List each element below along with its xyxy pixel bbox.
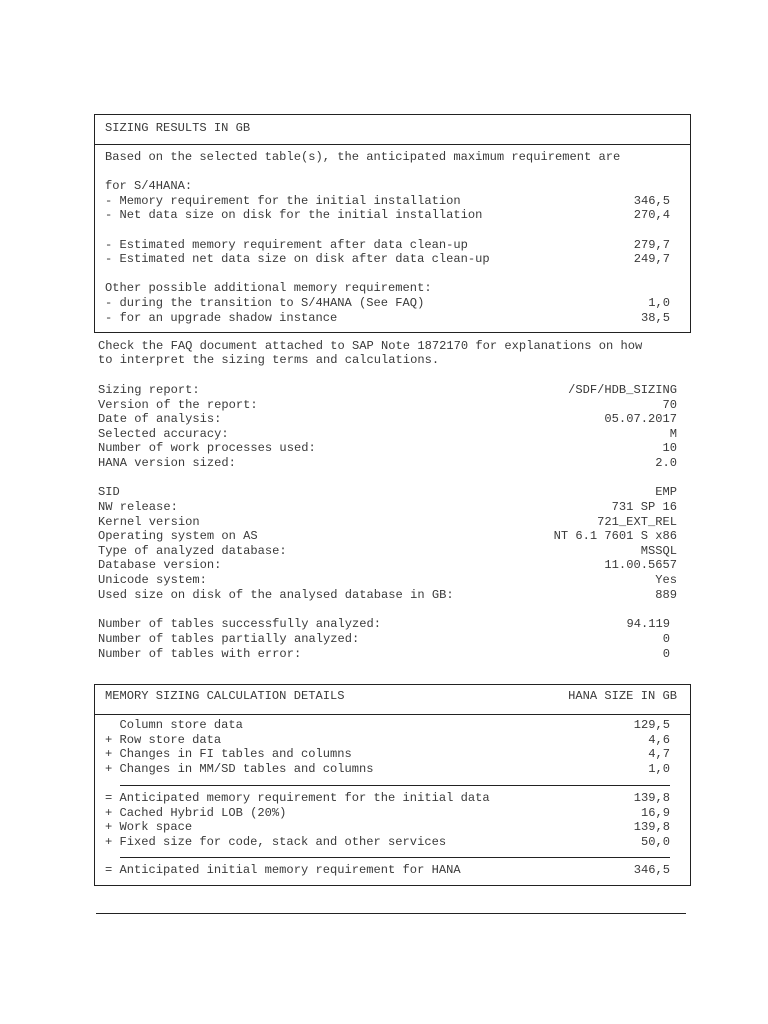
system-info-label: Type of analyzed database: xyxy=(98,544,287,558)
memory-total-label: = Anticipated initial memory requirement for HANA xyxy=(105,863,461,877)
table-count-label: Number of tables successfully analyzed: xyxy=(98,617,382,631)
system-info-label: Unicode system: xyxy=(98,573,207,587)
table-count-value: 0 xyxy=(662,632,670,646)
sizing-row-label: - for an upgrade shadow instance xyxy=(105,311,338,325)
system-info-label: NW release: xyxy=(98,500,178,514)
memory-row-label: + Row store data xyxy=(105,733,222,747)
report-info-label: Number of work processes used: xyxy=(98,441,316,455)
sizing-row-label: - Net data size on disk for the initial installation xyxy=(105,208,483,222)
system-info-value: 721_EXT_REL xyxy=(597,515,677,529)
report-info-value: 10 xyxy=(662,441,677,455)
system-info-value: Yes xyxy=(655,573,677,587)
other-requirement-label: Other possible additional memory requirement: xyxy=(105,281,432,295)
report-info-label: Sizing report: xyxy=(98,383,200,397)
system-info-value: 889 xyxy=(655,588,677,602)
memory-row-label: + Changes in MM/SD tables and columns xyxy=(105,762,374,776)
report-info-value: 2.0 xyxy=(655,456,677,470)
report-info-label: Version of the report: xyxy=(98,398,258,412)
table-count-value: 0 xyxy=(662,647,670,661)
memory-row-value: 4,7 xyxy=(648,747,670,761)
table-count-label: Number of tables partially analyzed: xyxy=(98,632,360,646)
sizing-row-value: 249,7 xyxy=(633,252,670,266)
for-s4hana-label: for S/4HANA: xyxy=(105,179,193,193)
sizing-row-value: 279,7 xyxy=(633,238,670,252)
sizing-intro: Based on the selected table(s), the anticipated maximum requirement are xyxy=(105,150,621,164)
total-divider xyxy=(120,857,670,858)
system-info-value: MSSQL xyxy=(640,544,677,558)
memory-row-label: Column store data xyxy=(105,718,243,732)
sizing-row-label: - Memory requirement for the initial installation xyxy=(105,194,461,208)
memory-row-value: 129,5 xyxy=(633,718,670,732)
system-info-label: SID xyxy=(98,485,120,499)
system-info-label: Kernel version xyxy=(98,515,200,529)
report-info-label: Selected accuracy: xyxy=(98,427,229,441)
subtotal-divider xyxy=(120,785,670,786)
table-count-value: 94.119 xyxy=(626,617,670,631)
system-info-value: EMP xyxy=(655,485,677,499)
report-info-value: 05.07.2017 xyxy=(604,412,677,426)
memory-sizing-title: MEMORY SIZING CALCULATION DETAILS xyxy=(105,689,345,703)
memory-row-label: = Anticipated memory requirement for the initial data xyxy=(105,791,490,805)
page-footer-rule xyxy=(96,913,686,914)
sizing-row-value: 38,5 xyxy=(640,311,670,325)
report-info-label: Date of analysis: xyxy=(98,412,222,426)
sizing-row-value: 270,4 xyxy=(633,208,670,222)
memory-row-label: + Changes in FI tables and columns xyxy=(105,747,352,761)
sizing-row-label: - Estimated memory requirement after data clean-up xyxy=(105,238,468,252)
memory-sizing-title-right: HANA SIZE IN GB xyxy=(568,689,677,703)
faq-note-line: Check the FAQ document attached to SAP Note 1872170 for explanations on how xyxy=(98,339,643,353)
sizing-row-value: 1,0 xyxy=(648,296,670,310)
report-info-label: HANA version sized: xyxy=(98,456,236,470)
system-info-label: Operating system on AS xyxy=(98,529,258,543)
sizing-results-title: SIZING RESULTS IN GB xyxy=(105,121,251,135)
system-info-value: 731 SP 16 xyxy=(611,500,677,514)
memory-row-value: 50,0 xyxy=(640,835,670,849)
sizing-row-label: - Estimated net data size on disk after data clean-up xyxy=(105,252,490,266)
system-info-value: NT 6.1 7601 S x86 xyxy=(553,529,677,543)
memory-row-label: + Fixed size for code, stack and other services xyxy=(105,835,447,849)
system-info-value: 11.00.5657 xyxy=(604,558,677,572)
memory-row-value: 16,9 xyxy=(640,806,670,820)
table-count-label: Number of tables with error: xyxy=(98,647,302,661)
report-info-value: M xyxy=(669,427,677,441)
memory-row-label: + Cached Hybrid LOB (20%) xyxy=(105,806,287,820)
report-info-value: 70 xyxy=(662,398,677,412)
memory-row-value: 1,0 xyxy=(648,762,670,776)
system-info-label: Used size on disk of the analysed database in GB: xyxy=(98,588,454,602)
report-info-value: /SDF/HDB_SIZING xyxy=(568,383,677,397)
faq-note-line: to interpret the sizing terms and calculations. xyxy=(98,353,440,367)
sizing-row-value: 346,5 xyxy=(633,194,670,208)
memory-row-value: 139,8 xyxy=(633,791,670,805)
sizing-row-label: - during the transition to S/4HANA (See FAQ) xyxy=(105,296,425,310)
memory-row-label: + Work space xyxy=(105,820,193,834)
memory-row-value: 4,6 xyxy=(648,733,670,747)
memory-row-value: 139,8 xyxy=(633,820,670,834)
memory-total-value: 346,5 xyxy=(633,863,670,877)
system-info-label: Database version: xyxy=(98,558,222,572)
